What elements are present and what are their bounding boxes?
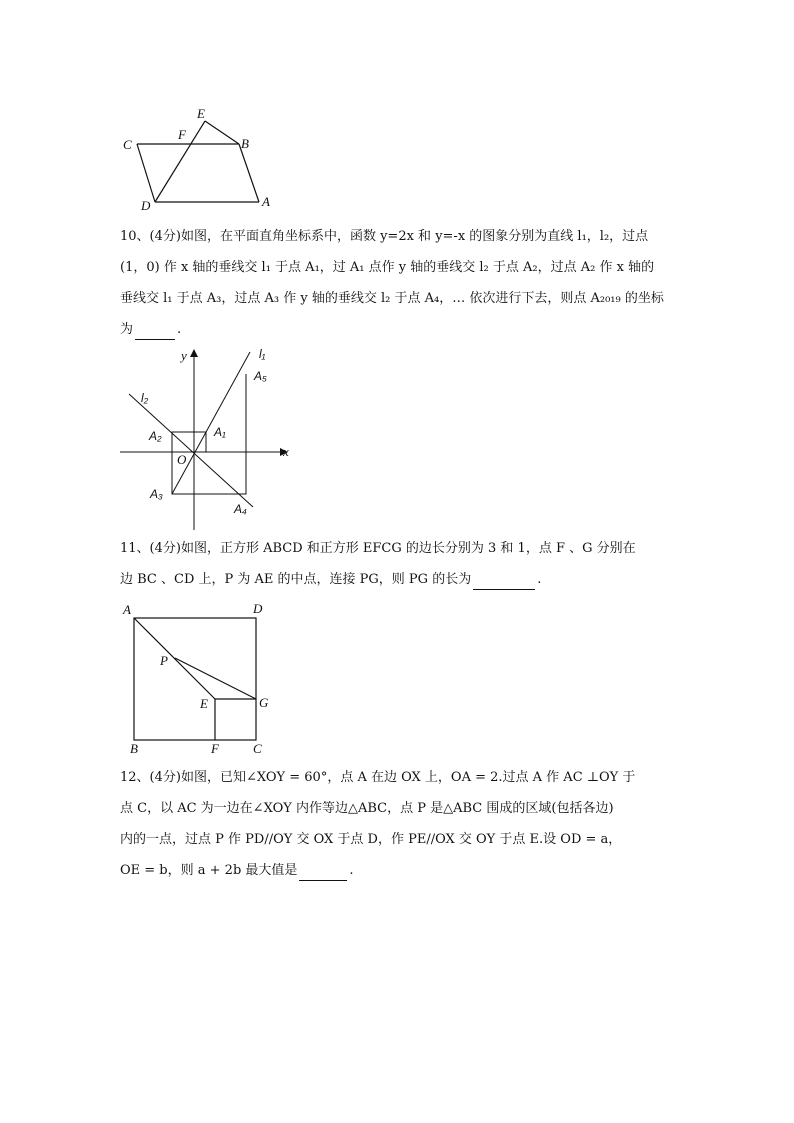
label-l1: l₁ (259, 347, 266, 361)
axis-x-label: x (283, 444, 289, 459)
q10-line-3: 垂线交 l₁ 于点 A₃，过点 A₃ 作 y 轴的垂线交 l₂ 于点 A₄，… 依次进行下去，则点 A₂₀₁₉ 的坐标 (120, 291, 664, 306)
q12-line-4-text: OE = b，则 a + 2b 最大值是 (120, 863, 298, 878)
y-arrow-icon (190, 349, 198, 357)
figure-parallelogram (115, 100, 285, 215)
label-A3: A₃ (150, 487, 163, 501)
label-B: B (130, 741, 138, 756)
q12-answer-blank[interactable] (299, 862, 347, 881)
q10-line-2: (1，0) 作 x 轴的垂线交 l₁ 于点 A₁，过 A₁ 点作 y 轴的垂线交 l₂ 于点 A₂，过点 A₂ 作 x 轴的 (120, 260, 655, 275)
label-P: P (160, 653, 168, 668)
q11-line-1: 11、(4分)如图，正方形 ABCD 和正方形 EFCG 的边长分别为 3 和 1，点 F 、G 分别在 (120, 541, 636, 556)
square-EFCG (215, 699, 256, 740)
segment-EB (205, 121, 239, 144)
label-A5: A₅ (254, 369, 267, 383)
axis-y-label: y (181, 348, 187, 363)
origin-label: O (177, 452, 187, 467)
label-A: A (262, 194, 270, 209)
segment-PG (175, 658, 256, 699)
label-E: E (197, 106, 205, 121)
label-D: D (141, 198, 151, 213)
segment-CD (137, 144, 155, 202)
label-F: F (178, 127, 186, 142)
q11-answer-end: . (537, 572, 542, 587)
segment-BA (239, 144, 259, 202)
figure-squares (115, 600, 285, 760)
q12-line-1: 12、(4分)如图，已知∠XOY = 60°，点 A 在边 OX 上，OA = 2.过点 A 作 AC ⊥OY 于 (120, 770, 636, 785)
label-A: A (123, 602, 131, 617)
figure-coordinate-plane (115, 344, 300, 534)
label-A2: A₂ (149, 429, 162, 443)
q11-line-2 (120, 571, 541, 590)
q12-line-4 (120, 862, 354, 881)
label-C: C (253, 741, 262, 756)
q10-line-4 (120, 321, 181, 340)
label-F: F (211, 741, 219, 756)
q12-line-2: 点 C，以 AC 为一边在∠XOY 内作等边△ABC，点 P 是△ABC 围成的区域(包括各边) (120, 801, 614, 816)
q10-answer-blank[interactable] (135, 321, 175, 340)
label-D: D (253, 601, 263, 616)
segment-AE (134, 618, 215, 699)
label-E: E (200, 696, 208, 711)
label-A4: A₄ (234, 502, 247, 516)
label-C: C (123, 137, 132, 152)
label-G: G (259, 695, 269, 710)
q10-answer-prefix: 为 (120, 322, 134, 337)
label-A1: A₁ (214, 425, 226, 439)
line-l1 (172, 352, 250, 494)
q10-line-1: 10、(4分)如图，在平面直角坐标系中，函数 y=2x 和 y=-x 的图象分别为直线 l₁，l₂，过点 (120, 229, 649, 244)
q12-answer-end: . (349, 863, 354, 878)
label-l2: l₂ (141, 391, 149, 405)
q11-line-2-text: 边 BC 、CD 上，P 为 AE 的中点，连接 PG，则 PG 的长为 (120, 572, 472, 587)
q11-answer-blank[interactable] (473, 571, 535, 590)
q12-line-3: 内的一点，过点 P 作 PD//OY 交 OX 于点 D，作 PE//OX 交 OY 于点 E.设 OD = a， (120, 832, 622, 847)
label-B: B (241, 136, 249, 151)
line-l2 (129, 394, 253, 507)
q10-answer-end: . (177, 322, 182, 337)
